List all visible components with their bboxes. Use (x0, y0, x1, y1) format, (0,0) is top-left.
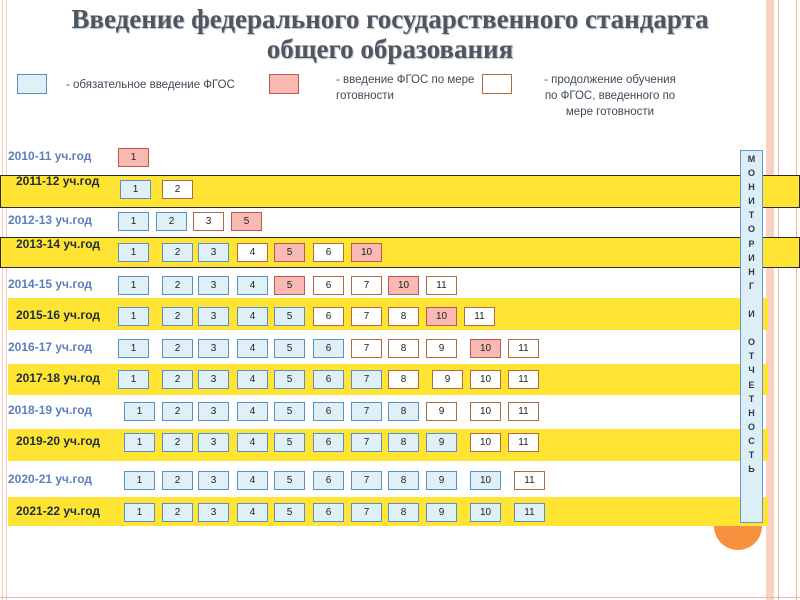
grade-cell: 1 (118, 370, 149, 389)
monitoring-letter: И (748, 309, 755, 320)
grade-cell: 1 (118, 339, 149, 358)
grade-cell: 3 (198, 402, 229, 421)
grade-cell: 5 (274, 339, 305, 358)
grade-cell: 7 (351, 433, 382, 452)
grade-cell: 2 (156, 212, 187, 231)
monitoring-letter (741, 293, 762, 307)
grade-cell: 2 (162, 276, 193, 295)
grade-cell: 9 (426, 471, 457, 490)
grade-cell: 6 (313, 339, 344, 358)
grade-cell: 11 (508, 402, 539, 421)
monitoring-letter: О (747, 224, 755, 235)
grade-cell: 11 (464, 307, 495, 326)
monitoring-letter: Г (748, 280, 755, 291)
monitoring-letter (741, 321, 762, 335)
grade-cell: 5 (274, 243, 305, 262)
grade-cell: 8 (388, 370, 419, 389)
grade-cell: 10 (470, 503, 501, 522)
grade-cell: 7 (351, 503, 382, 522)
grade-cell: 3 (198, 243, 229, 262)
monitoring-letter: Ь (748, 464, 755, 475)
monitoring-letter: Р (748, 238, 755, 249)
monitoring-letter: О (747, 168, 755, 179)
row-year-label: 2016-17 уч.год (8, 340, 92, 354)
grade-cell: 1 (124, 433, 155, 452)
monitoring-letter: О (747, 421, 755, 432)
grade-cell: 11 (508, 370, 539, 389)
grade-cell: 1 (124, 402, 155, 421)
grade-cell: 4 (237, 402, 268, 421)
monitoring-letter: Н (748, 407, 755, 418)
grade-cell: 6 (313, 402, 344, 421)
grade-cell: 5 (274, 276, 305, 295)
page-title: Введение федерального государственного стандарта общего образования (71, 4, 709, 64)
grade-cell: 10 (470, 433, 501, 452)
grade-cell: 7 (351, 370, 382, 389)
grade-cell: 11 (508, 433, 539, 452)
monitoring-letter: Ч (748, 365, 755, 376)
row-year-label: 2014-15 уч.год (8, 277, 92, 291)
monitoring-letter: Т (748, 351, 755, 362)
grade-cell: 3 (198, 339, 229, 358)
grade-cell: 3 (193, 212, 224, 231)
row-year-label: 2013-14 уч.год (16, 237, 100, 251)
monitoring-label (740, 150, 763, 523)
grade-cell: 10 (470, 339, 501, 358)
grade-cell: 7 (351, 307, 382, 326)
grade-cell: 2 (162, 433, 193, 452)
row-year-label: 2017-18 уч.год (16, 371, 100, 385)
grade-cell: 2 (162, 370, 193, 389)
legend-label-readiness: - введение ФГОС по мере готовности (336, 74, 475, 102)
row-year-label: 2018-19 уч.год (8, 403, 92, 417)
grade-cell: 9 (432, 370, 463, 389)
row-year-label: 2021-22 уч.год (16, 504, 100, 518)
grade-cell: 11 (514, 503, 545, 522)
legend-swatch-readiness (269, 74, 299, 94)
grade-cell: 8 (388, 471, 419, 490)
grade-cell: 4 (237, 276, 268, 295)
grade-cell: 9 (426, 503, 457, 522)
grade-cell: 8 (388, 503, 419, 522)
grade-cell: 6 (313, 503, 344, 522)
grade-cell: 3 (198, 370, 229, 389)
grade-cell: 1 (124, 503, 155, 522)
grade-cell: 11 (426, 276, 457, 295)
monitoring-letter: Т (748, 393, 755, 404)
row-year-label: 2020-21 уч.год (8, 472, 92, 486)
grade-cell: 4 (237, 243, 268, 262)
grade-cell: 1 (118, 243, 149, 262)
grade-cell: 1 (120, 180, 151, 199)
grade-cell: 9 (426, 402, 457, 421)
grade-cell: 7 (351, 471, 382, 490)
grade-cell: 4 (237, 370, 268, 389)
frame-line-bottom (0, 597, 800, 598)
grade-cell: 6 (313, 243, 344, 262)
grade-cell: 10 (426, 307, 457, 326)
grade-cell: 5 (274, 433, 305, 452)
grade-cell: 5 (274, 471, 305, 490)
grade-cell: 4 (237, 471, 268, 490)
grade-cell: 9 (426, 433, 457, 452)
frame-line-left-1 (2, 0, 3, 600)
grade-cell: 8 (388, 339, 419, 358)
grade-cell: 1 (118, 212, 149, 231)
monitoring-letter: Т (748, 210, 755, 221)
grade-cell: 4 (237, 433, 268, 452)
grade-cell: 6 (313, 307, 344, 326)
grade-cell: 3 (198, 276, 229, 295)
monitoring-letter: Т (748, 449, 755, 460)
frame-line-right-2 (778, 0, 779, 600)
grade-cell: 4 (237, 307, 268, 326)
grade-cell: 1 (118, 307, 149, 326)
grade-cell: 3 (198, 433, 229, 452)
grade-cell: 1 (124, 471, 155, 490)
row-year-label: 2019-20 уч.год (16, 434, 100, 448)
grade-cell: 5 (274, 307, 305, 326)
grade-cell: 4 (237, 503, 268, 522)
grade-cell: 7 (351, 339, 382, 358)
monitoring-letter: Е (748, 379, 755, 390)
grade-cell: 2 (162, 243, 193, 262)
grade-cell: 6 (313, 276, 344, 295)
grade-cell: 8 (388, 433, 419, 452)
grade-cell: 1 (118, 276, 149, 295)
grade-cell: 11 (514, 471, 545, 490)
grade-cell: 7 (351, 402, 382, 421)
row-year-label: 2012-13 уч.год (8, 213, 92, 227)
grade-cell: 8 (388, 402, 419, 421)
grade-cell: 3 (198, 471, 229, 490)
monitoring-letter: С (748, 435, 755, 446)
grade-cell: 10 (388, 276, 419, 295)
row-year-label: 2010-11 уч.год (8, 149, 92, 163)
row-year-label: 2011-12 уч.год (16, 174, 100, 188)
grade-cell: 6 (313, 471, 344, 490)
grade-cell: 5 (231, 212, 262, 231)
grade-cell: 3 (198, 307, 229, 326)
grade-cell: 5 (274, 402, 305, 421)
legend-label-mandatory: - обязательное введение ФГОС (66, 79, 235, 91)
grade-cell: 9 (426, 339, 457, 358)
grade-cell: 6 (313, 370, 344, 389)
grade-cell: 2 (162, 402, 193, 421)
grade-cell: 11 (508, 339, 539, 358)
grade-cell: 2 (162, 339, 193, 358)
grade-cell: 1 (118, 148, 149, 167)
monitoring-letter: О (747, 337, 755, 348)
grade-cell: 4 (237, 339, 268, 358)
grade-cell: 2 (162, 503, 193, 522)
grade-cell: 7 (351, 276, 382, 295)
legend-label-continuation: - продолжение обучения по ФГОС, введенного по мере готовности (544, 74, 676, 118)
legend-swatch-continuation (482, 74, 512, 94)
legend-swatch-mandatory (17, 74, 47, 94)
monitoring-letter: И (748, 252, 755, 263)
grade-cell: 5 (274, 370, 305, 389)
frame-line-right-3 (796, 0, 797, 600)
grade-cell: 10 (470, 370, 501, 389)
monitoring-letter: Н (748, 182, 755, 193)
grade-cell: 2 (162, 307, 193, 326)
grade-cell: 10 (351, 243, 382, 262)
monitoring-letter: М (747, 154, 756, 164)
grade-cell: 8 (388, 307, 419, 326)
grade-cell: 6 (313, 433, 344, 452)
grade-cell: 10 (470, 402, 501, 421)
row-year-label: 2015-16 уч.год (16, 308, 100, 322)
grade-cell: 3 (198, 503, 229, 522)
frame-line-left-2 (6, 0, 7, 600)
monitoring-letter: Н (748, 266, 755, 277)
grade-cell: 5 (274, 503, 305, 522)
grade-cell: 2 (162, 180, 193, 199)
grade-cell: 2 (162, 471, 193, 490)
grade-cell: 10 (470, 471, 501, 490)
monitoring-letter: И (748, 196, 755, 207)
